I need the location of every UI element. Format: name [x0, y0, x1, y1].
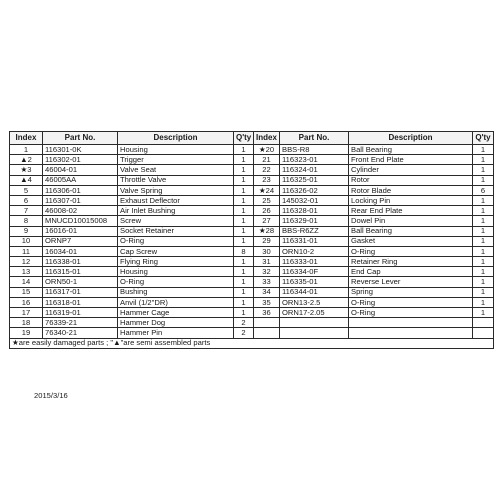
- part-quantity: 1: [473, 175, 494, 185]
- part-quantity: 1: [473, 165, 494, 175]
- part-number: 116334-0F: [280, 267, 349, 277]
- part-index: 27: [254, 216, 280, 226]
- part-quantity: 6: [473, 185, 494, 195]
- part-description: Hammer Pin: [118, 328, 234, 338]
- part-quantity: 1: [473, 297, 494, 307]
- part-number: 116325-01: [280, 175, 349, 185]
- table-row: [10, 195, 494, 205]
- part-description: Ball Bearing: [349, 226, 473, 236]
- part-index: 7: [10, 206, 43, 216]
- part-index: 1: [10, 145, 43, 155]
- part-number: 116328-01: [280, 206, 349, 216]
- part-quantity: 2: [234, 318, 254, 328]
- part-quantity: 1: [473, 287, 494, 297]
- part-description: Trigger: [118, 155, 234, 165]
- document-date: 2015/3/16: [34, 391, 68, 400]
- part-number: BBS-R6ZZ: [280, 226, 349, 236]
- part-index: 9: [10, 226, 43, 236]
- part-number: 16016-01: [43, 226, 118, 236]
- part-description: Cylinder: [349, 165, 473, 175]
- part-index: 31: [254, 257, 280, 267]
- part-quantity: 1: [234, 287, 254, 297]
- part-description: Screw: [118, 216, 234, 226]
- table-row: [10, 287, 494, 297]
- table-row: [10, 318, 494, 328]
- part-description: End Cap: [349, 267, 473, 277]
- part-description: Rotor: [349, 175, 473, 185]
- header-qty: Q'ty: [234, 132, 254, 145]
- table-row: [10, 175, 494, 185]
- part-quantity: 1: [473, 226, 494, 236]
- table-row: [10, 328, 494, 338]
- part-description: Rear End Plate: [349, 206, 473, 216]
- header-part-no: Part No.: [43, 132, 118, 145]
- part-index: 33: [254, 277, 280, 287]
- table-row: [10, 257, 494, 267]
- part-quantity: 1: [473, 216, 494, 226]
- parts-table: [9, 131, 494, 349]
- part-quantity: 1: [234, 195, 254, 205]
- part-description: Throttle Valve: [118, 175, 234, 185]
- part-description: O-Ring: [349, 297, 473, 307]
- part-index: ★20: [254, 145, 280, 155]
- part-description: Reverse Lever: [349, 277, 473, 287]
- part-quantity: 1: [234, 216, 254, 226]
- part-number: ORN50-1: [43, 277, 118, 287]
- part-index: 8: [10, 216, 43, 226]
- part-number: ORN13-2.5: [280, 297, 349, 307]
- part-index: 25: [254, 195, 280, 205]
- part-description: O-Ring: [349, 246, 473, 256]
- part-description: Front End Plate: [349, 155, 473, 165]
- part-description: [349, 328, 473, 338]
- part-number: 116323-01: [280, 155, 349, 165]
- part-description: Housing: [118, 267, 234, 277]
- part-description: Flying Ring: [118, 257, 234, 267]
- part-description: Retainer Ring: [349, 257, 473, 267]
- part-index: 22: [254, 165, 280, 175]
- part-number: 116344-01: [280, 287, 349, 297]
- part-number: MNUCD10015008: [43, 216, 118, 226]
- header-index: Index: [10, 132, 43, 145]
- table-row: [10, 277, 494, 287]
- part-index: 14: [10, 277, 43, 287]
- table-row: [10, 145, 494, 155]
- part-index: 18: [10, 318, 43, 328]
- part-number: 116324-01: [280, 165, 349, 175]
- part-description: Rotor Blade: [349, 185, 473, 195]
- part-number: 116338-01: [43, 257, 118, 267]
- part-number: 76339-21: [43, 318, 118, 328]
- part-number: 116333-01: [280, 257, 349, 267]
- table-row: [10, 165, 494, 175]
- part-description: Valve Spring: [118, 185, 234, 195]
- part-index: ▲2: [10, 155, 43, 165]
- header-row: [10, 132, 494, 145]
- part-description: O-Ring: [118, 277, 234, 287]
- part-number: 116315-01: [43, 267, 118, 277]
- part-index: 13: [10, 267, 43, 277]
- part-number: 145032-01: [280, 195, 349, 205]
- part-number: ORN10-2: [280, 246, 349, 256]
- part-number: BBS-R8: [280, 145, 349, 155]
- part-quantity: 1: [234, 267, 254, 277]
- part-quantity: 1: [234, 308, 254, 318]
- part-quantity: 1: [473, 277, 494, 287]
- header-part-no: Part No.: [280, 132, 349, 145]
- part-quantity: 1: [473, 145, 494, 155]
- part-quantity: 1: [234, 206, 254, 216]
- part-description: Valve Seat: [118, 165, 234, 175]
- table-row: [10, 246, 494, 256]
- part-index: ★28: [254, 226, 280, 236]
- part-index: 32: [254, 267, 280, 277]
- part-quantity: 1: [234, 155, 254, 165]
- table-row: [10, 297, 494, 307]
- part-description: Hammer Dog: [118, 318, 234, 328]
- part-number: 116319-01: [43, 308, 118, 318]
- table-row: [10, 236, 494, 246]
- part-description: Cap Screw: [118, 246, 234, 256]
- part-index: 10: [10, 236, 43, 246]
- part-number: 76340-21: [43, 328, 118, 338]
- part-quantity: 1: [234, 277, 254, 287]
- part-description: Gasket: [349, 236, 473, 246]
- footnote-row: [10, 338, 494, 348]
- part-quantity: [473, 328, 494, 338]
- part-description: O-Ring: [118, 236, 234, 246]
- part-description: Locking Pin: [349, 195, 473, 205]
- table-row: [10, 155, 494, 165]
- part-quantity: 1: [234, 257, 254, 267]
- part-index: [254, 318, 280, 328]
- part-description: Housing: [118, 145, 234, 155]
- part-number: ORN17-2.05: [280, 308, 349, 318]
- part-index: ★3: [10, 165, 43, 175]
- part-quantity: 8: [234, 246, 254, 256]
- part-quantity: 1: [234, 185, 254, 195]
- part-description: Ball Bearing: [349, 145, 473, 155]
- part-quantity: 1: [473, 206, 494, 216]
- table-row: [10, 206, 494, 216]
- part-index: 17: [10, 308, 43, 318]
- part-description: Dowel Pin: [349, 216, 473, 226]
- header-index: Index: [254, 132, 280, 145]
- part-description: Bushing: [118, 287, 234, 297]
- part-quantity: 1: [473, 236, 494, 246]
- part-number: 116331-01: [280, 236, 349, 246]
- part-quantity: 1: [473, 267, 494, 277]
- part-description: Socket Retainer: [118, 226, 234, 236]
- part-quantity: 1: [473, 257, 494, 267]
- part-number: 116317-01: [43, 287, 118, 297]
- part-index: 26: [254, 206, 280, 216]
- part-index: 19: [10, 328, 43, 338]
- part-index: ★24: [254, 185, 280, 195]
- part-index: 15: [10, 287, 43, 297]
- part-index: ▲4: [10, 175, 43, 185]
- part-quantity: 1: [473, 246, 494, 256]
- part-index: 36: [254, 308, 280, 318]
- part-number: 46004-01: [43, 165, 118, 175]
- part-quantity: 1: [234, 145, 254, 155]
- part-quantity: 1: [473, 308, 494, 318]
- part-index: 23: [254, 175, 280, 185]
- part-index: 6: [10, 195, 43, 205]
- part-quantity: 1: [234, 226, 254, 236]
- part-index: 5: [10, 185, 43, 195]
- part-number: 116307-01: [43, 195, 118, 205]
- part-quantity: 1: [473, 195, 494, 205]
- table-row: [10, 185, 494, 195]
- part-number: 116318-01: [43, 297, 118, 307]
- part-index: 12: [10, 257, 43, 267]
- part-description: Hammer Cage: [118, 308, 234, 318]
- part-number: 116302-01: [43, 155, 118, 165]
- part-index: 29: [254, 236, 280, 246]
- part-number: 16034-01: [43, 246, 118, 256]
- part-quantity: 1: [234, 297, 254, 307]
- part-index: [254, 328, 280, 338]
- table-row: [10, 226, 494, 236]
- part-quantity: 1: [234, 165, 254, 175]
- part-quantity: 2: [234, 328, 254, 338]
- table-row: [10, 308, 494, 318]
- part-description: Exhaust Deflector: [118, 195, 234, 205]
- part-number: [280, 318, 349, 328]
- table-row: [10, 267, 494, 277]
- footnote: ★are easily damaged parts ; "▲"are semi assembled parts: [10, 338, 494, 348]
- part-description: Anvil (1/2"DR): [118, 297, 234, 307]
- part-index: 21: [254, 155, 280, 165]
- part-description: [349, 318, 473, 328]
- header-description: Description: [349, 132, 473, 145]
- part-description: O-Ring: [349, 308, 473, 318]
- part-quantity: [473, 318, 494, 328]
- part-number: 116326-02: [280, 185, 349, 195]
- part-description: Spring: [349, 287, 473, 297]
- header-description: Description: [118, 132, 234, 145]
- part-number: 116335-01: [280, 277, 349, 287]
- part-number: 46008-02: [43, 206, 118, 216]
- part-quantity: 1: [234, 236, 254, 246]
- part-index: 35: [254, 297, 280, 307]
- part-number: [280, 328, 349, 338]
- part-index: 34: [254, 287, 280, 297]
- part-index: 16: [10, 297, 43, 307]
- part-number: 116306-01: [43, 185, 118, 195]
- part-quantity: 1: [234, 175, 254, 185]
- part-index: 30: [254, 246, 280, 256]
- header-qty: Q'ty: [473, 132, 494, 145]
- part-index: 11: [10, 246, 43, 256]
- part-number: 116329-01: [280, 216, 349, 226]
- part-number: 46005AA: [43, 175, 118, 185]
- table-row: [10, 216, 494, 226]
- part-number: 116301-0K: [43, 145, 118, 155]
- part-number: ORNP7: [43, 236, 118, 246]
- part-quantity: 1: [473, 155, 494, 165]
- part-description: Air Inlet Bushing: [118, 206, 234, 216]
